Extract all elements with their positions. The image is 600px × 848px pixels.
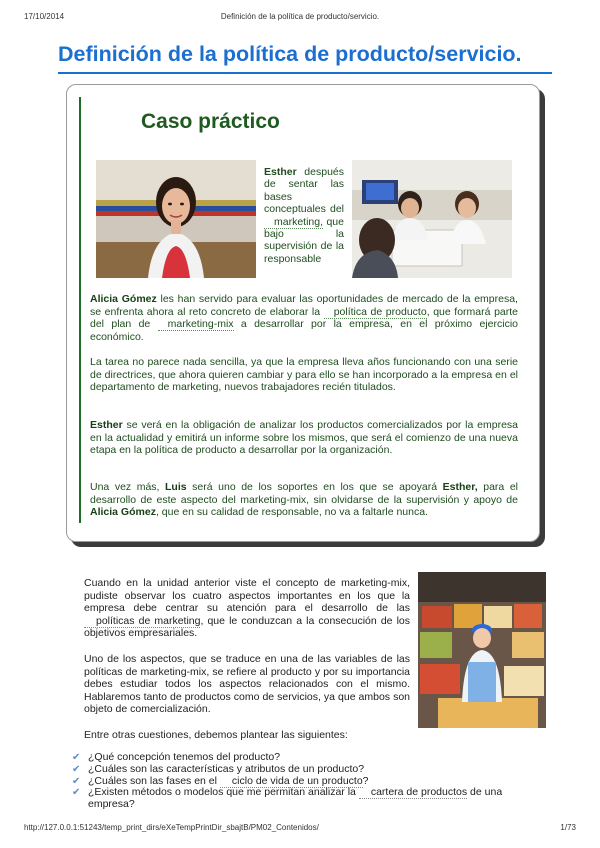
print-date: 17/10/2014	[24, 12, 65, 21]
question-text: ¿Qué concepción tenemos del producto?	[88, 751, 281, 763]
question-text: ¿Cuáles son las características y atributos de un producto?	[88, 762, 365, 775]
question-text-end: ?	[362, 774, 369, 787]
case-intro	[264, 166, 344, 265]
page-number: 1/73	[560, 823, 576, 832]
glossary-link-cartera-productos[interactable]: cartera de productos	[359, 786, 467, 799]
case-intro-text: después de sentar las bases conceptuales del	[264, 166, 344, 216]
glossary-link-marketing-mix[interactable]: marketing-mix	[158, 318, 234, 331]
food-vendor-photo	[418, 572, 546, 728]
name-esther: Esther	[90, 419, 123, 431]
name-alicia: Alicia Gómez	[90, 293, 157, 305]
check-icon: ✔	[72, 763, 81, 775]
body-paragraph-1	[84, 577, 410, 640]
page-title: Definición de la política de producto/servicio.	[58, 42, 522, 66]
question-text-end: de una empresa?	[88, 786, 503, 811]
glossary-link-politica-producto[interactable]: política de producto	[324, 306, 427, 319]
case-paragraph-3	[90, 419, 518, 457]
name-alicia-2: Alicia Gómez	[90, 506, 156, 519]
body-p1-text-2: , que le conduzcan a la consecución de los objetivos empresariales.	[84, 614, 410, 640]
name-esther-2: Esther,	[442, 481, 478, 493]
case-p4-text-3: para el desarrollo de este aspecto del marketing-mix, sin olvidarse de la supervisión y apoyo de	[90, 481, 518, 506]
list-item	[72, 787, 542, 811]
check-icon: ✔	[72, 775, 81, 787]
body-p1-text-1: Cuando en la unidad anterior viste el concepto de marketing-mix, pudiste observar los cuatro aspectos importantes en los que la empresa debe centrar su atención para el desarrollo de las	[84, 577, 410, 615]
case-paragraph-1	[90, 293, 518, 343]
case-p1-text-1: les han servido para evaluar las oportunidades de mercado de la empresa, se enfrenta ahora al reto concreto de elaborar la	[90, 293, 518, 318]
case-intro-text-2: que bajo la supervisión de la responsable	[264, 215, 344, 265]
glossary-link-politicas-marketing[interactable]: políticas de marketing	[84, 615, 200, 628]
case-p3-text: se verá en la obligación de analizar los productos comercializados por la empresa en la actualidad y emitirá un informe sobre los mismos, que será el comienzo de una nueva etapa en la política de producto a desarrollar por la organización.	[90, 419, 518, 457]
check-icon: ✔	[72, 787, 81, 799]
print-title: Definición de la política de producto/servicio.	[220, 12, 380, 21]
case-title: Caso práctico	[141, 110, 280, 133]
title-rule	[58, 72, 552, 74]
name-luis: Luis	[165, 481, 187, 493]
case-p1-text-2: , que formará parte del plan de	[90, 305, 518, 331]
team-meeting-photo	[352, 160, 512, 278]
check-icon: ✔	[72, 752, 81, 763]
case-p4-text-1: Una vez más,	[90, 481, 166, 493]
case-paragraph-2: La tarea no parece nada sencilla, ya que la empresa lleva años funcionando con una serie de directrices, que ahora quieren cambiar y para ello se han incorporado a la empresa en el departamento de marketing, nuevos trabajadores recién titulados.	[90, 356, 518, 394]
case-accent-bar	[79, 97, 81, 523]
questions-list	[72, 752, 542, 811]
glossary-link-marketing[interactable]: marketing,	[264, 216, 323, 229]
esther-photo	[96, 160, 256, 278]
case-intro-name: Esther	[264, 166, 297, 178]
body-paragraph-2: Uno de los aspectos, que se traduce en una de las variables de las políticas de marketing-mix, se refiere al producto y por su importancia debes estudiar todos los aspectos relacionados con el mismo. Hablaremos tanto de productos como de servicios, ya que ambos son objeto de comercialización.	[84, 653, 410, 716]
body-paragraph-3: Entre otras cuestiones, debemos plantear las siguientes:	[84, 729, 348, 741]
case-p1-text-3: a desarrollar por la empresa, en el próximo ejercicio económico.	[90, 318, 518, 343]
print-url: http://127.0.0.1:51243/temp_print_dirs/eXeTempPrintDir_sbajtB/PM02_Contenidos/	[24, 823, 319, 832]
case-p4-text-4: , que en su calidad de responsable, no va a faltarle nunca.	[155, 506, 428, 519]
question-text: ¿Cuáles son las fases en el	[88, 774, 220, 787]
case-p4-text-2: será uno de los soportes en los que se apoyará	[186, 481, 443, 493]
case-paragraph-4	[90, 481, 518, 519]
glossary-link-ciclo-vida[interactable]: ciclo de vida de un producto	[220, 775, 363, 788]
print-header	[24, 12, 576, 24]
question-text: ¿Existen métodos o modelos que me permitan analizar la	[88, 786, 359, 799]
